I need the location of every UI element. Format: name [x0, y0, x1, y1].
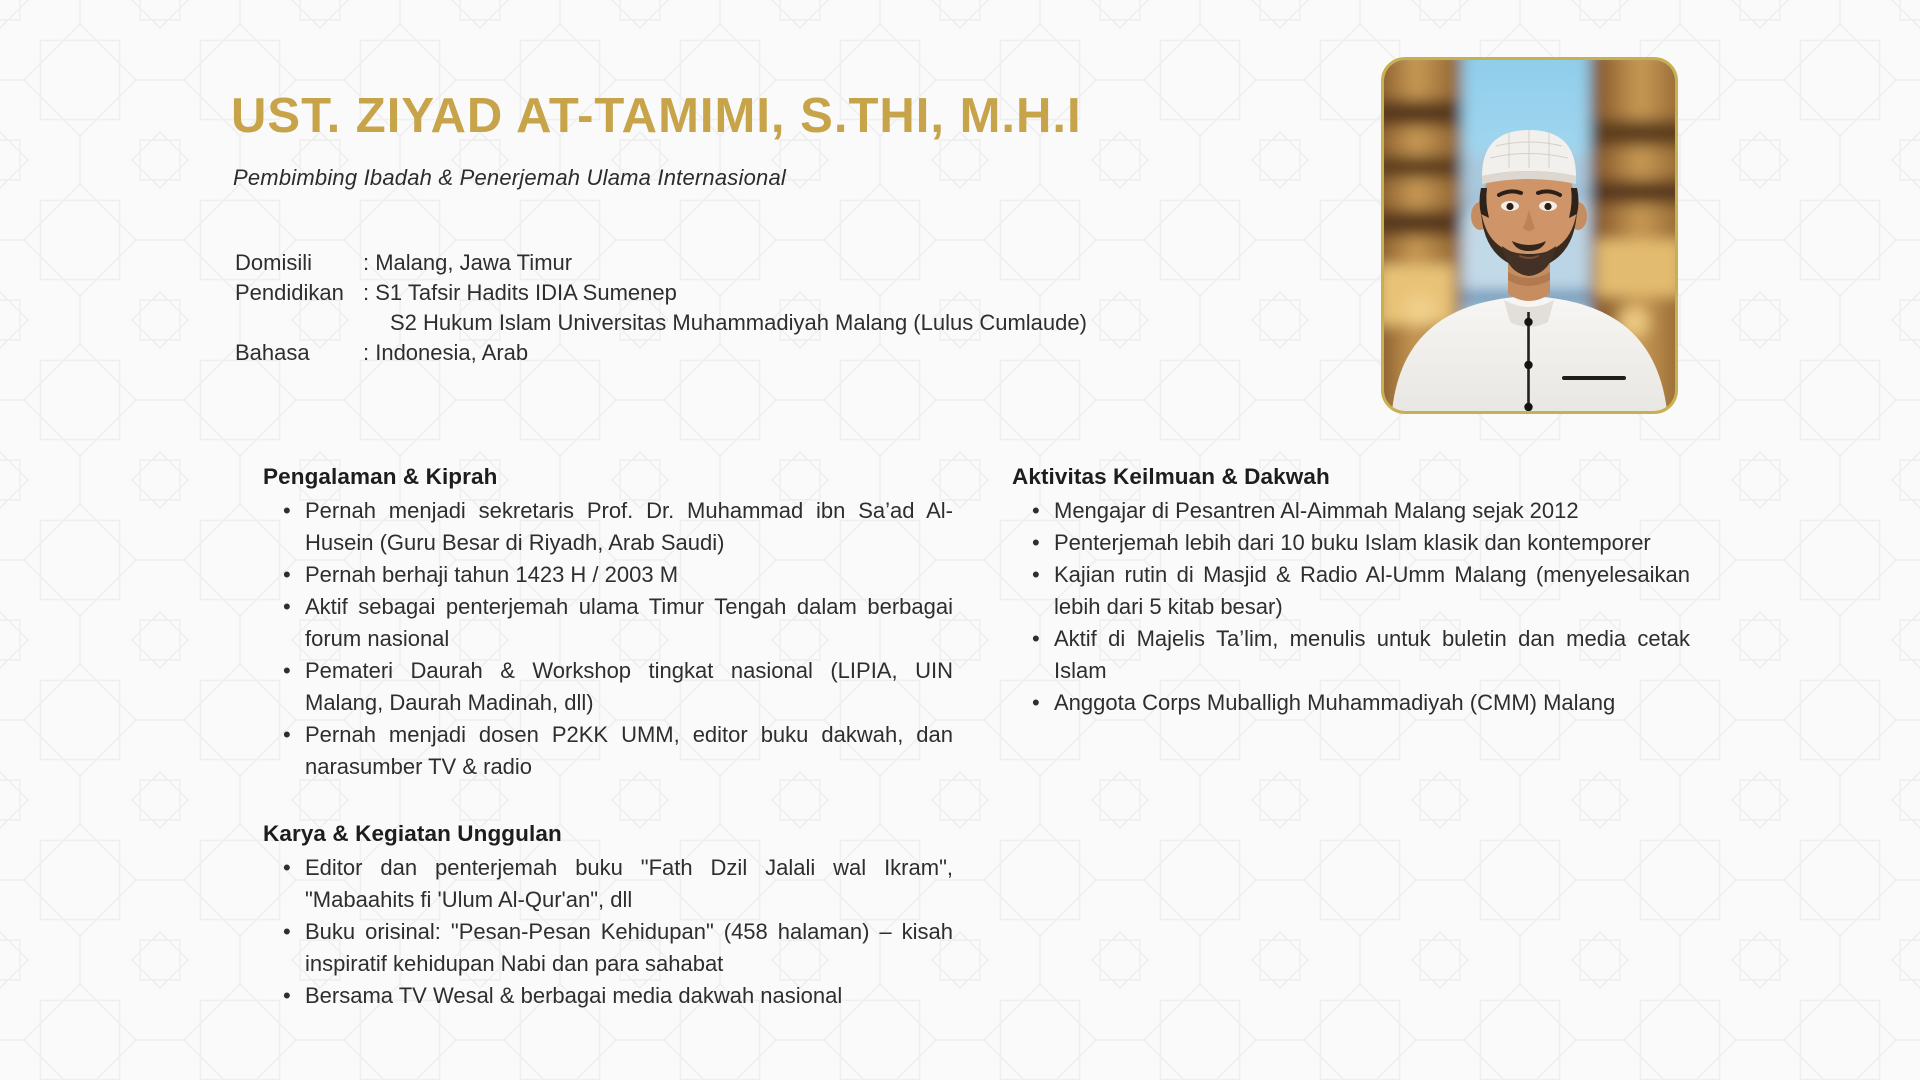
- bullet-item: • Editor dan penterjemah buku "Fath Dzil Jalali wal Ikram", "Mabaahits fi 'Ulum Al-Qur'an", dll: [305, 852, 953, 916]
- bullet-item: • Pernah berhaji tahun 1423 H / 2003 M: [305, 559, 953, 591]
- bullet-list: [263, 495, 953, 783]
- profile-info: [235, 248, 1087, 368]
- bullet-item: • Pernah menjadi sekretaris Prof. Dr. Muhammad ibn Sa’ad Al-Husein (Guru Besar di Riyadh, Arab Saudi): [305, 495, 953, 559]
- section-karya: [263, 819, 953, 1012]
- bullet-list: [1012, 495, 1690, 719]
- info-value: : Malang, Jawa Timur: [363, 250, 573, 275]
- section-pengalaman: [263, 462, 953, 783]
- info-row-domisili: [235, 248, 1087, 278]
- section-heading: Aktivitas Keilmuan & Dakwah: [1012, 464, 1330, 489]
- section-heading: Pengalaman & Kiprah: [263, 464, 498, 489]
- info-value: : S1 Tafsir Hadits IDIA Sumenep: [363, 280, 677, 305]
- bullet-item: • Pemateri Daurah & Workshop tingkat nasional (LIPIA, UIN Malang, Daurah Madinah, dll): [305, 655, 953, 719]
- bullet-list: [263, 852, 953, 1012]
- bullet-item: • Mengajar di Pesantren Al-Aimmah Malang sejak 2012: [1054, 495, 1690, 527]
- info-value: : Indonesia, Arab: [363, 340, 529, 365]
- bullet-item: • Aktif sebagai penterjemah ulama Timur Tengah dalam berbagai forum nasional: [305, 591, 953, 655]
- info-label: Bahasa: [235, 340, 310, 365]
- column-left: [263, 462, 953, 1012]
- bullet-item: • Aktif di Majelis Ta’lim, menulis untuk buletin dan media cetak Islam: [1054, 623, 1690, 687]
- info-label: Pendidikan: [235, 280, 344, 305]
- section-heading: Karya & Kegiatan Unggulan: [263, 821, 562, 846]
- info-row-bahasa: [235, 338, 1087, 368]
- page-subtitle: Pembimbing Ibadah & Penerjemah Ulama Internasional: [233, 165, 786, 190]
- portrait-illustration: [1384, 60, 1675, 411]
- page-title: UST. ZIYAD AT-TAMIMI, S.THI, M.H.I: [231, 89, 1082, 143]
- column-right: [1012, 462, 1690, 719]
- section-aktivitas: [1012, 462, 1690, 719]
- info-row-pendidikan: [235, 278, 1087, 308]
- info-value: S2 Hukum Islam Universitas Muhammadiyah Malang (Lulus Cumlaude): [390, 310, 1087, 335]
- profile-photo: [1381, 57, 1678, 414]
- bullet-item: • Pernah menjadi dosen P2KK UMM, editor buku dakwah, dan narasumber TV & radio: [305, 719, 953, 783]
- bullet-item: • Buku orisinal: "Pesan-Pesan Kehidupan" (458 halaman) – kisah inspiratif kehidupan Nabi dan para sahabat: [305, 916, 953, 980]
- bullet-item: • Anggota Corps Muballigh Muhammadiyah (CMM) Malang: [1054, 687, 1690, 719]
- info-label: [235, 308, 363, 338]
- bullet-item: • Kajian rutin di Masjid & Radio Al-Umm Malang (menyelesaikan lebih dari 5 kitab besar): [1054, 559, 1690, 623]
- bullet-item: • Bersama TV Wesal & berbagai media dakwah nasional: [305, 980, 953, 1012]
- info-label: Domisili: [235, 250, 312, 275]
- bullet-item: • Penterjemah lebih dari 10 buku Islam klasik dan kontemporer: [1054, 527, 1690, 559]
- info-row-pendidikan-continued: [235, 308, 1087, 338]
